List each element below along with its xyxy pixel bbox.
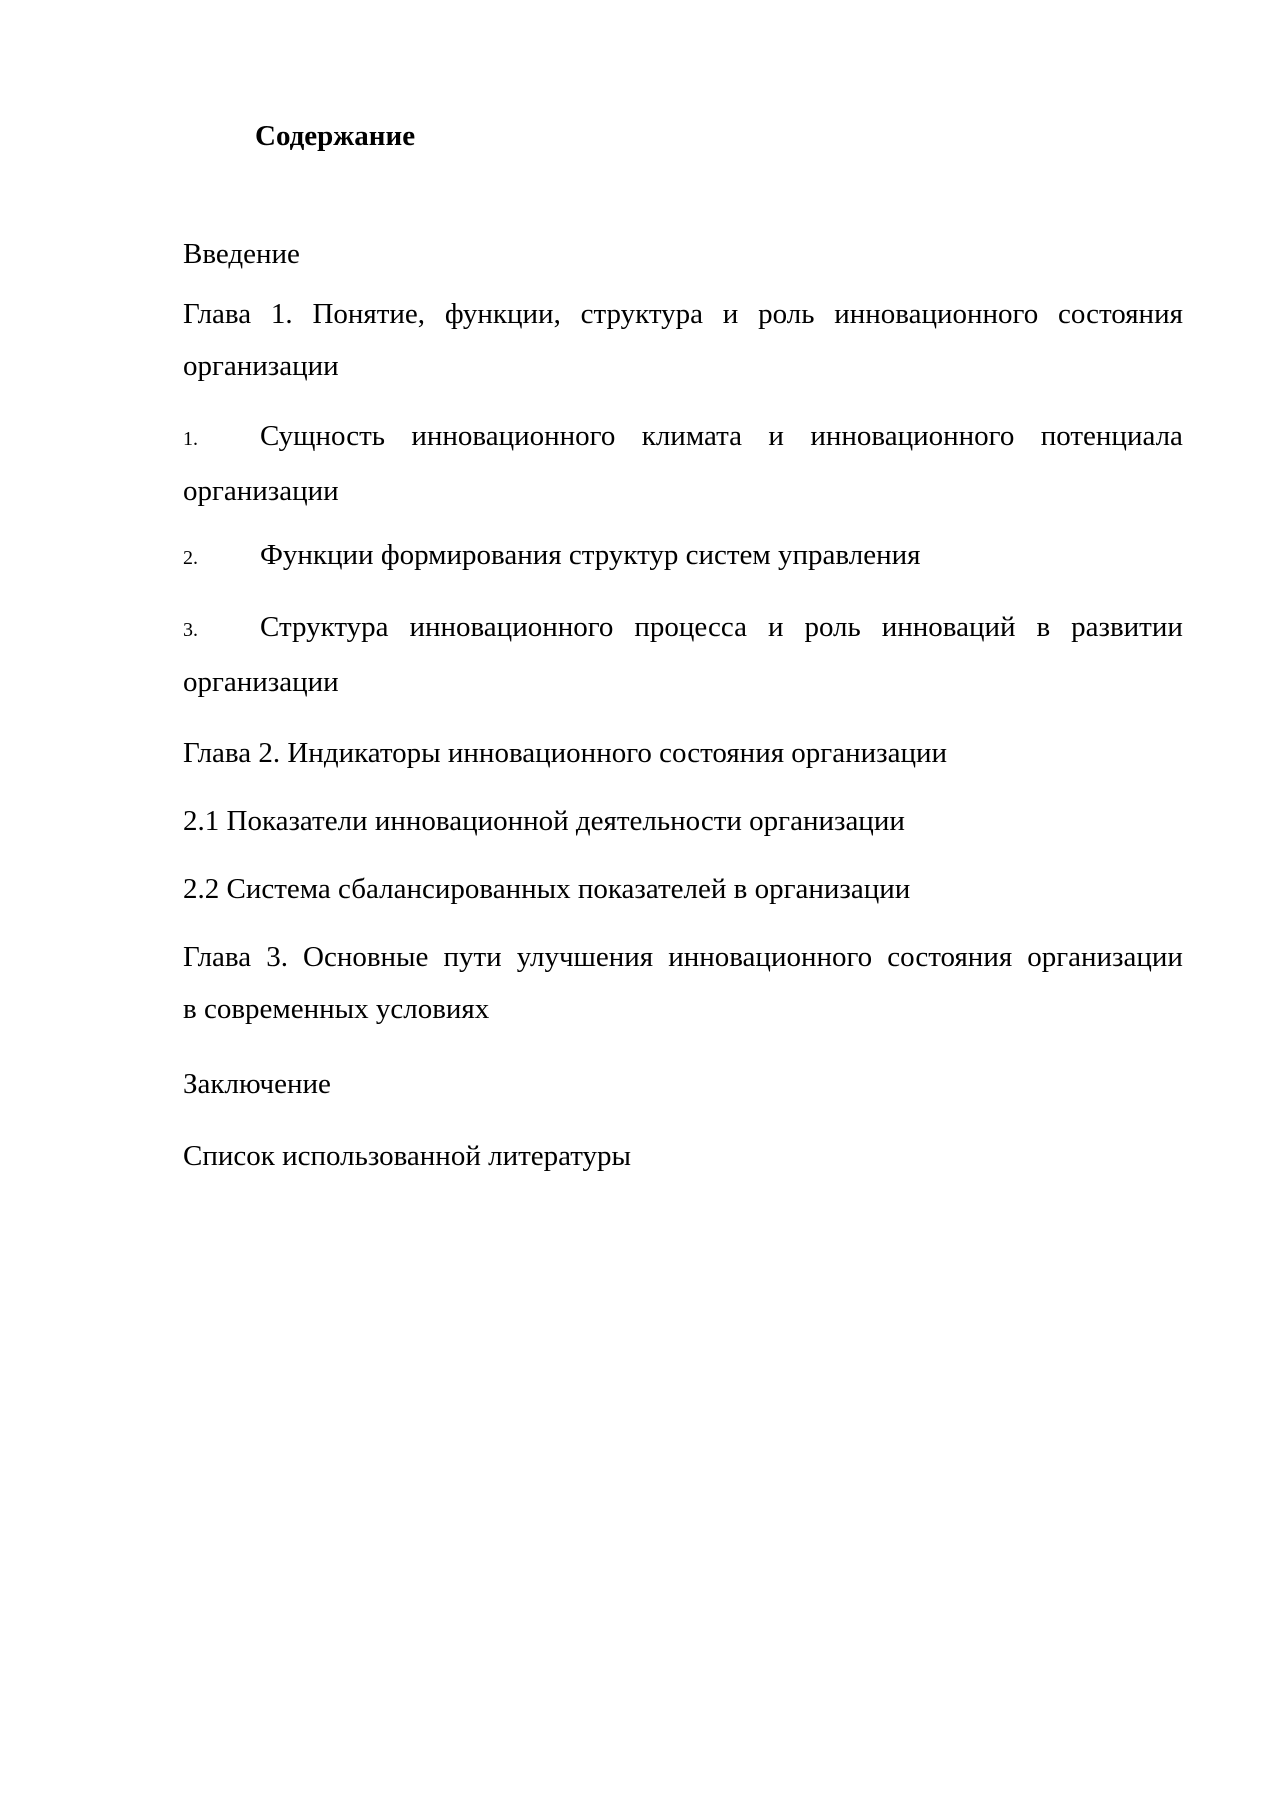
toc-entry-conclusion-text: Заключение: [183, 1068, 331, 1100]
toc-entry-item2-number: 2.: [183, 547, 198, 569]
toc-entry-conclusion: [183, 1058, 1183, 1110]
toc-entry-chapter1-line2: организации: [183, 350, 339, 382]
toc-entry-section21: [183, 795, 1183, 847]
toc-entry-section21-text: 2.1 Показатели инновационной деятельности организации: [183, 805, 905, 837]
toc-entry-chapter1: [183, 288, 1183, 392]
toc-entry-item1: [183, 410, 1183, 517]
toc-entry-chapter2: [183, 727, 1183, 779]
toc-entry-chapter1-line1: Глава 1. Понятие, функции, структура и роль инновационного состояния: [183, 298, 1183, 330]
toc-entry-bibliography-text: Список использованной литературы: [183, 1140, 632, 1172]
toc-entry-item2: [183, 529, 1183, 584]
toc-entry-chapter2-text: Глава 2. Индикаторы инновационного состояния организации: [183, 737, 947, 769]
page-title: Содержание: [255, 120, 416, 152]
toc-entry-item3: [183, 601, 1183, 708]
toc-entry-chapter3: [183, 931, 1183, 1035]
toc-entry-chapter3-line1: Глава 3. Основные пути улучшения инновационного состояния организации: [183, 941, 1183, 973]
toc-entry-section22-text: 2.2 Система сбалансированных показателей в организации: [183, 873, 911, 905]
toc-entry-chapter3-line2: в современных условиях: [183, 993, 490, 1025]
toc-entry-item3-number: 3.: [183, 619, 198, 641]
toc-entry-item1-line2: организации: [183, 475, 339, 507]
toc-entry-item1-number: 1.: [183, 428, 198, 450]
toc-entry-intro-text: Введение: [183, 238, 300, 270]
toc-entry-item3-line2: организации: [183, 666, 339, 698]
toc-entry-item2-text: Функции формирования структур систем управления: [260, 539, 921, 571]
toc-entry-intro: [183, 228, 1183, 280]
toc-entry-item1-line1: Сущность инновационного климата и инновационного потенциала: [260, 420, 1183, 452]
toc-entry-section22: [183, 863, 1183, 915]
toc-entry-bibliography: [183, 1130, 1183, 1182]
toc-entry-item3-line1: Структура инновационного процесса и роль инноваций в развитии: [260, 611, 1183, 643]
